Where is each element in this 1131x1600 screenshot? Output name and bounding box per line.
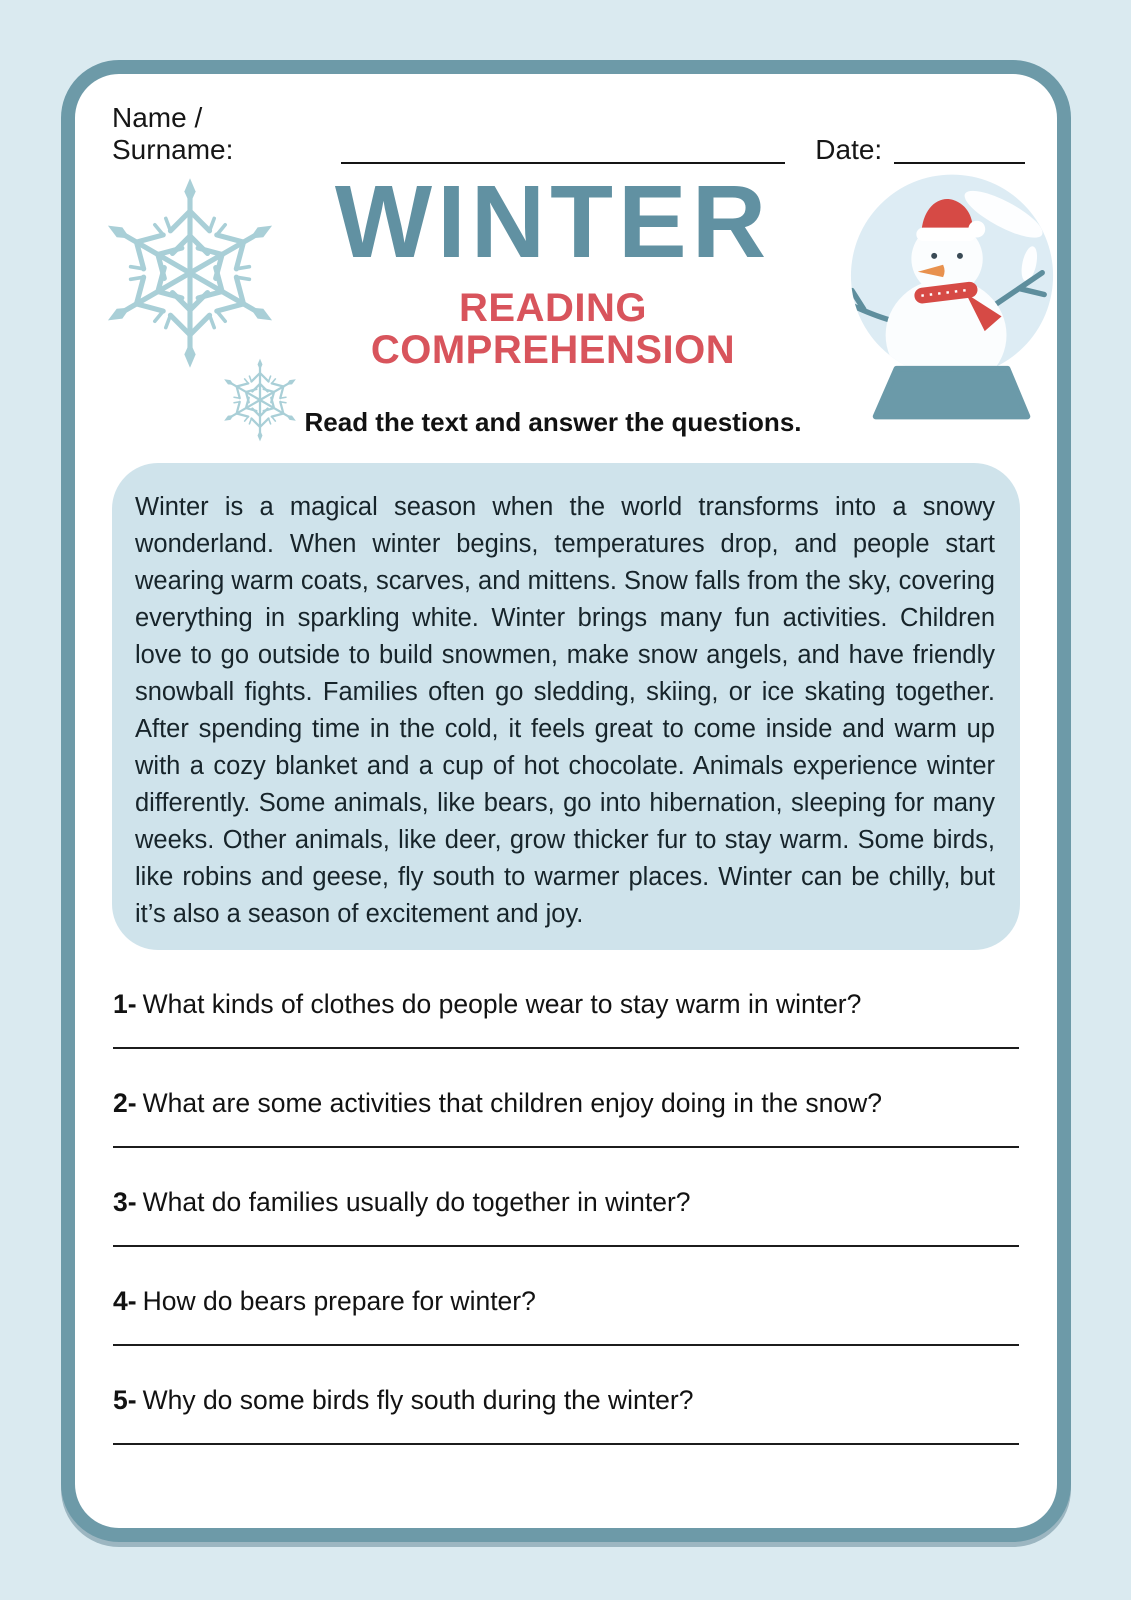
page-subtitle: READING COMPREHENSION <box>370 286 736 373</box>
question-number: 4- <box>113 1286 137 1316</box>
instruction-text: Read the text and answer the questions. <box>304 407 802 438</box>
snow-globe-snowman-icon <box>845 164 1063 428</box>
title-block <box>293 164 813 438</box>
question-text: How do bears prepare for winter? <box>142 1286 536 1316</box>
name-label: Name / Surname: <box>112 102 234 165</box>
snowflake-icon <box>215 354 305 446</box>
worksheet-frame <box>61 60 1071 1542</box>
question-item <box>113 1285 1019 1346</box>
passage-text: Winter is a magical season when the world transforms into a snowy wonderland. When winter begins, temperatures drop, and people start wearing warm coats, scarves, and mittens. Snow falls from the sky, covering everything in sparkling white. Winter brings many fun activities. Children love to go outside to build snowmen, make snow angels, and have friendly snowball fights. Families often go sledding, skiing, or ice skating together. After spending time in the cold, it feels great to come inside and warm up with a cozy blanket and a cup of hot chocolate. Animals experience winter differently. Some animals, like bears, go into hibernation, sleeping for many weeks. Other animals, like deer, grow thicker fur to stay warm. Some birds, like robins and geese, fly south to warmer places. Winter can be chilly, but it’s also a season of excitement and joy. <box>135 493 995 928</box>
date-label: Date: <box>815 134 883 165</box>
question-text: What do families usually do together in winter? <box>142 1187 691 1217</box>
question-item <box>113 988 1019 1049</box>
question-number: 5- <box>113 1385 137 1415</box>
answer-line[interactable] <box>113 1146 1019 1148</box>
question-text: Why do some birds fly south during the winter? <box>142 1385 694 1415</box>
question-number: 2- <box>113 1088 137 1118</box>
answer-line[interactable] <box>113 1245 1019 1247</box>
page-title: WINTER <box>334 164 772 279</box>
question-item <box>113 1384 1019 1445</box>
answer-line[interactable] <box>113 1443 1019 1445</box>
snowflake-icon <box>87 166 293 380</box>
question-item <box>113 1186 1019 1247</box>
question-text: What are some activities that children enjoy doing in the snow? <box>142 1088 883 1118</box>
answer-line[interactable] <box>113 1344 1019 1346</box>
question-number: 1- <box>113 989 137 1019</box>
header-row <box>112 102 1025 166</box>
question-item <box>113 1087 1019 1148</box>
answer-line[interactable] <box>113 1047 1019 1049</box>
passage-box <box>112 463 1020 950</box>
question-text: What kinds of clothes do people wear to stay warm in winter? <box>142 989 862 1019</box>
questions-list <box>113 988 1019 1483</box>
question-number: 3- <box>113 1187 137 1217</box>
